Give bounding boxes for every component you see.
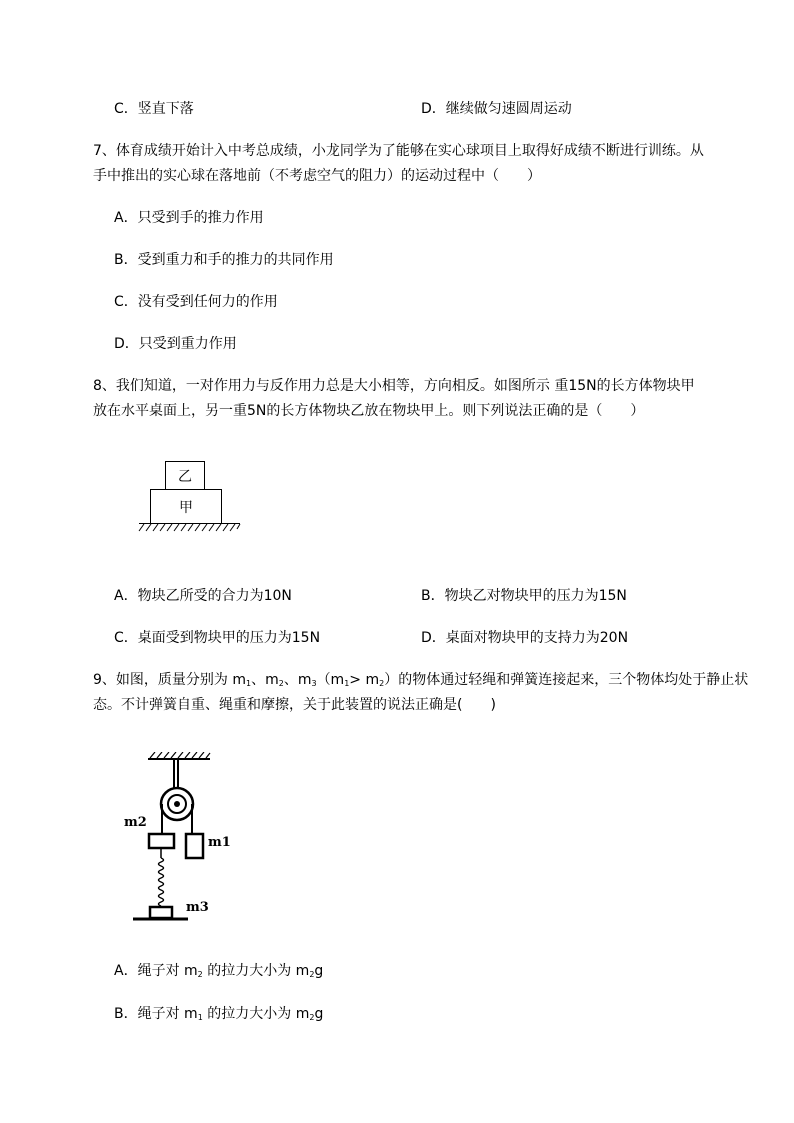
- q9-option-a: A．绳子对 $m_2$ 的拉力大小为 $m_2g$: [114, 963, 324, 979]
- label-m1: m1: [208, 835, 231, 850]
- q9-option-b: B．绳子对 $m_1$ 的拉力大小为 $m_2g$: [114, 1006, 324, 1022]
- q8-stem-line1: 8、我们知道，一对作用力与反作用力总是大小相等，方向相反。如图所示 重15N的长方体物块甲: [93, 378, 695, 394]
- label-m3: m3: [186, 900, 209, 915]
- q7-option-a: A．只受到手的推力作用: [114, 210, 264, 226]
- q7-option-c: C．没有受到任何力的作用: [114, 294, 278, 310]
- q7-option-b: B．受到重力和手的推力的共同作用: [114, 252, 334, 268]
- q8-stem-line2: 放在水平桌面上，另一重5N的长方体物块乙放在物块甲上。则下列说法正确的是（ ）: [93, 403, 645, 419]
- q8-option-d: D．桌面对物块甲的支持力为20N: [421, 630, 629, 646]
- block-m1: [186, 834, 203, 858]
- spring: [159, 858, 164, 906]
- label-m2: m2: [124, 815, 147, 830]
- q7-stem-line1: 7、体育成绩开始计入中考总成绩，小龙同学为了能够在实心球项目上取得好成绩不断进行训练。从: [93, 143, 704, 159]
- q8-option-b: B．物块乙对物块甲的压力为15N: [421, 588, 627, 604]
- q9-pulley-figure: [118, 752, 248, 927]
- q6-option-d: D．继续做匀速圆周运动: [421, 101, 572, 117]
- ceiling-hatching: [150, 752, 210, 758]
- q7-option-d: D．只受到重力作用: [114, 336, 237, 352]
- block-m2: [149, 834, 174, 848]
- q9-stem-line1: 9、如图，质量分别为 $m_1$、$m_2$、$m_3(m_1> m_2)$的物体通过轻绳和弹簧连接起来，三个物体均处于静止状: [93, 672, 749, 688]
- q8-blocks-figure: [130, 455, 250, 540]
- block-jia-label: 甲: [179, 500, 193, 516]
- block-m3: [150, 907, 172, 918]
- q8-option-c: C．桌面受到物块甲的压力为15N: [114, 630, 321, 646]
- q9-stem-line2: 态。不计弹簧自重、绳重和摩擦，关于此装置的说法正确是( ): [93, 697, 496, 713]
- q8-option-a: A．物块乙所受的合力为10N: [114, 588, 292, 604]
- block-yi-label: 乙: [178, 469, 192, 485]
- q6-option-c: C．竖直下落: [114, 101, 194, 117]
- q7-stem-line2: 手中推出的实心球在落地前（不考虑空气的阻力）的运动过程中（ ）: [93, 168, 541, 184]
- table-hatching: [139, 524, 240, 531]
